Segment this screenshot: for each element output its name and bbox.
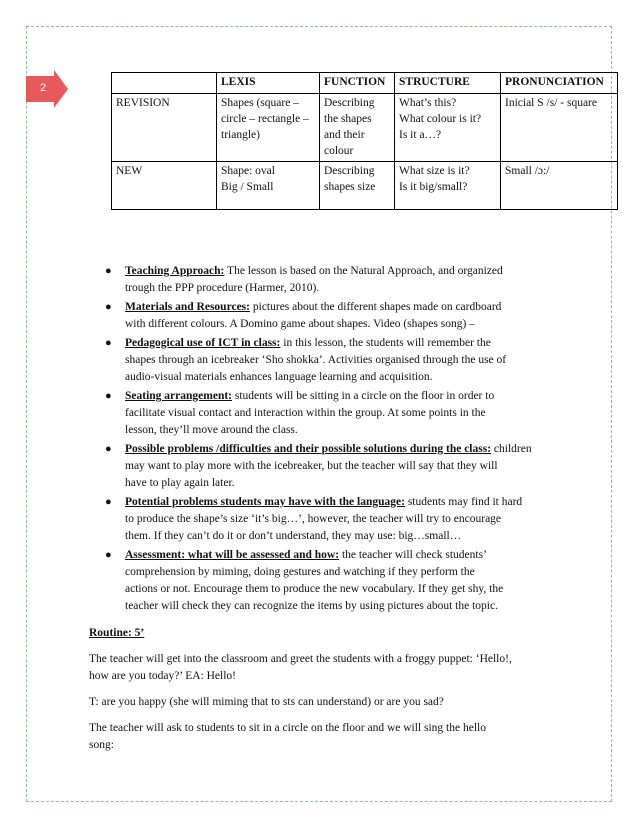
list-item xyxy=(105,388,559,439)
list-item xyxy=(105,335,559,386)
pronunciation-cell xyxy=(501,94,618,162)
item-line: have to play again later. xyxy=(125,477,235,489)
structure-cell xyxy=(395,94,501,162)
cell-line: Small /ɔ:/ xyxy=(505,165,550,177)
function-cell xyxy=(320,162,395,210)
header-function: FUNCTION xyxy=(320,73,395,94)
item-line: children xyxy=(491,443,532,455)
item-label: Pedagogical use of ICT in class: xyxy=(125,337,281,349)
item-label: Assessment: what will be assessed and how: xyxy=(125,549,340,561)
cell-line: circle – rectangle – xyxy=(221,113,309,125)
structure-cell xyxy=(395,162,501,210)
routine-paragraph xyxy=(89,651,559,685)
cell-line: the shapes xyxy=(324,113,372,125)
cell-line: Inicial S /s/ - square xyxy=(505,97,597,109)
item-line: may want to play more with the icebreaker, but the teacher will say that they will xyxy=(125,460,498,472)
routine-paragraph xyxy=(89,694,559,711)
item-line: facilitate visual contact and interaction within the group. At some points in the xyxy=(125,407,486,419)
cell-line: Shapes (square – xyxy=(221,97,299,109)
item-label: Seating arrangement: xyxy=(125,390,232,402)
cell-line: Describing xyxy=(324,165,375,177)
list-item xyxy=(105,441,559,492)
item-line: them. If they can’t do it or don’t understand, they may use: big…small… xyxy=(125,530,462,542)
pronunciation-cell xyxy=(501,162,618,210)
bullet-icon: ● xyxy=(105,390,112,402)
cell-line: Is it a…? xyxy=(399,129,442,141)
item-line: with different colours. A Domino game about shapes. Video (shapes song) – xyxy=(125,318,475,330)
item-line: The lesson is based on the Natural Approach, and organized xyxy=(224,265,503,277)
table-row-revision xyxy=(112,94,618,162)
header-empty xyxy=(112,73,217,94)
item-line: pictures about the different shapes made on cardboard xyxy=(250,301,502,313)
header-pronunciation: PRONUNCIATION xyxy=(501,73,618,94)
item-label: Possible problems /difficulties and their possible solutions during the class: xyxy=(125,443,492,455)
item-line: in this lesson, the students will remember the xyxy=(280,337,491,349)
lexis-cell xyxy=(217,94,320,162)
cell-line: What’s this? xyxy=(399,97,457,109)
item-label: Materials and Resources: xyxy=(125,301,250,313)
bullet-icon: ● xyxy=(105,496,112,508)
list-item xyxy=(105,494,559,545)
cell-line: Shape: oval xyxy=(221,165,275,177)
item-line: lesson, they’ll move around the class. xyxy=(125,424,298,436)
bullet-icon: ● xyxy=(105,265,112,277)
paragraph-line: how are you today?’ EA: Hello! xyxy=(89,670,237,682)
cell-line: What colour is it? xyxy=(399,113,482,125)
paragraph-line: T: are you happy (she will miming that to sts can understand) or are you sad? xyxy=(89,696,444,708)
cell-line: triangle) xyxy=(221,129,260,141)
list-item xyxy=(105,547,559,615)
table-row-new xyxy=(112,162,618,210)
item-line: students will be sitting in a circle on the floor in order to xyxy=(232,390,495,402)
list-item xyxy=(105,299,559,333)
item-label: Potential problems students may have with the language: xyxy=(125,496,405,508)
function-cell xyxy=(320,94,395,162)
item-line: students may find it hard xyxy=(404,496,523,508)
cell-line: colour xyxy=(324,145,354,157)
page-number: 2 xyxy=(40,82,47,94)
cell-line: Big / Small xyxy=(221,181,274,193)
item-line: audio-visual materials enhances language learning and acquisition. xyxy=(125,371,433,383)
page-number-arrow xyxy=(26,70,68,108)
lesson-details-list xyxy=(89,263,559,615)
item-line: trough the PPP procedure (Harmer, 2010). xyxy=(125,282,320,294)
routine-paragraph xyxy=(89,720,559,754)
item-line: to produce the shape’s size ‘it’s big…’, however, the teacher will try to encourage xyxy=(125,513,502,525)
paragraph-line: song: xyxy=(89,739,114,751)
lesson-plan-table xyxy=(111,72,618,210)
paragraph-line: The teacher will get into the classroom and greet the students with a froggy puppet: ‘Hello!, xyxy=(89,653,512,665)
item-line: shapes through an icebreaker ‘Sho shokka’. Activities organised through the use of xyxy=(125,354,507,366)
cell-line: Is it big/small? xyxy=(399,181,468,193)
paragraph-line: The teacher will ask to students to sit in a circle on the floor and we will sing the hello xyxy=(89,722,486,734)
row-label: NEW xyxy=(112,162,217,210)
lesson-content xyxy=(89,263,559,754)
cell-line: What size is it? xyxy=(399,165,470,177)
bullet-icon: ● xyxy=(105,301,112,313)
item-line: the teacher will check students’ xyxy=(339,549,487,561)
header-structure: STRUCTURE xyxy=(395,73,501,94)
bullet-icon: ● xyxy=(105,337,112,349)
cell-line: and their xyxy=(324,129,365,141)
row-label: REVISION xyxy=(112,94,217,162)
item-line: comprehension by miming, doing gestures and watching if they perform the xyxy=(125,566,475,578)
item-line: actions or not. Encourage them to produce the new vocabulary. If they get shy, the xyxy=(125,583,504,595)
list-item xyxy=(105,263,559,297)
cell-line: shapes size xyxy=(324,181,376,193)
header-lexis: LEXIS xyxy=(217,73,320,94)
routine-heading: Routine: 5’ xyxy=(89,627,145,639)
bullet-icon: ● xyxy=(105,549,112,561)
lexis-cell xyxy=(217,162,320,210)
cell-line: Describing xyxy=(324,97,375,109)
table-header-row xyxy=(112,73,618,94)
item-label: Teaching Approach: xyxy=(125,265,225,277)
item-line: teacher will check they can recognize the items by using pictures about the topic. xyxy=(125,600,498,612)
bullet-icon: ● xyxy=(105,443,112,455)
